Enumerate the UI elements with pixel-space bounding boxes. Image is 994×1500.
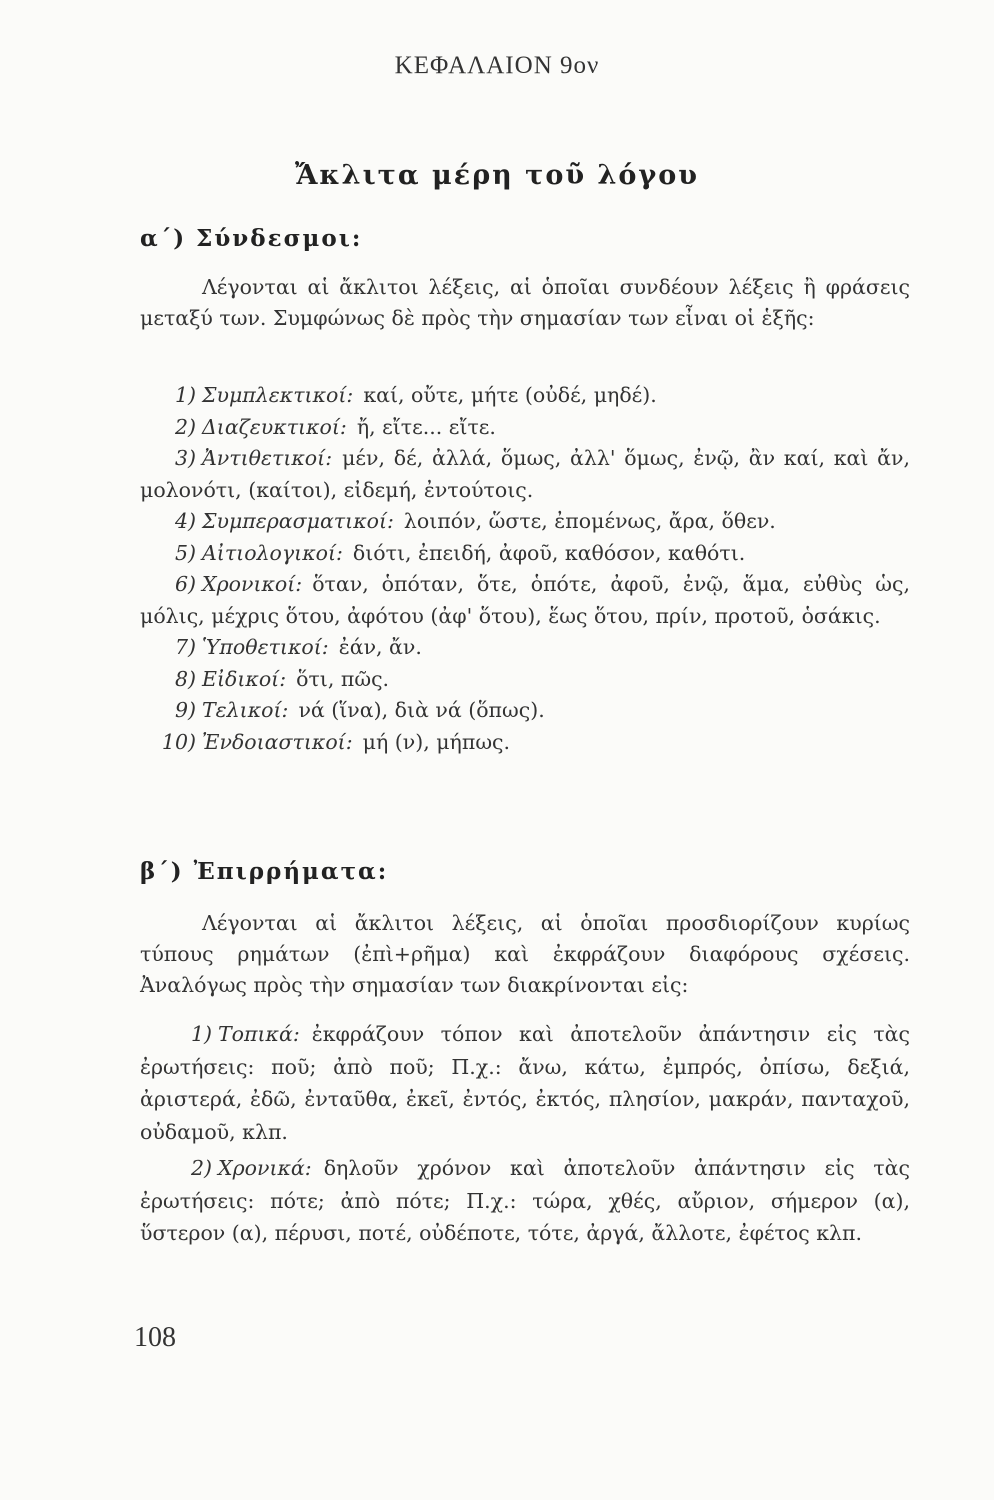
item-term: Χρονικοί: (202, 572, 303, 596)
item-text: νά (ἵνα), διὰ νά (ὅπως). (298, 698, 545, 722)
item-text: λοιπόν, ὥστε, ἐπομένως, ἄρα, ὅθεν. (403, 509, 776, 533)
conjunctions-list (140, 380, 910, 758)
item-number: 10) (161, 729, 196, 754)
list-item (140, 695, 910, 727)
page-number: 108 (134, 1322, 176, 1353)
item-term: Χρονικά: (218, 1156, 312, 1180)
item-number: 1) (174, 383, 196, 407)
item-text: καί, οὔτε, μήτε (οὐδέ, μηδέ). (363, 383, 657, 407)
item-number: 9) (174, 698, 196, 722)
item-number: 6) (174, 572, 196, 596)
item-term: Συμπλεκτικοί: (202, 383, 354, 407)
list-item (140, 727, 910, 759)
list-item (140, 443, 910, 506)
list-item (140, 506, 910, 538)
item-term: Τοπικά: (218, 1022, 300, 1046)
item-number: 3) (174, 446, 196, 470)
paragraph-text: Λέγονται αἱ ἄκλιτοι λέξεις, αἱ ὁποῖαι συνδέουν λέξεις ἢ φράσεις μεταξύ των. Συμφώνως δὲ πρὸς τὴν σημασίαν των εἶναι οἱ ἑξῆς: (140, 275, 910, 330)
item-number: 8) (174, 666, 196, 691)
item-text: διότι, ἐπειδή, ἀφοῦ, καθόσον, καθότι. (352, 540, 746, 565)
paragraph-conjunctions-intro (140, 272, 910, 334)
chapter-header: ΚΕΦΑΛΑΙΟΝ 9ον (394, 52, 600, 79)
item-term: Διαζευκτικοί: (202, 414, 347, 439)
item-text: μέν, δέ, ἀλλά, ὅμως, ἀλλ' ὅμως, ἐνῷ, ἂν καί, καὶ ἄν, μολονότι, (καίτοι), εἰδεμή, ἐντούτοις. (140, 446, 910, 502)
paragraph-text: Λέγονται αἱ ἄκλιτοι λέξεις, αἱ ὁποῖαι προσδιορίζουν κυρίως τύπους ρημάτων (ἐπὶ+ρῆμα) καὶ ἐκφράζουν διαφόρους σχέσεις. Ἀναλόγως πρὸς τὴν σημασίαν των διακρίνονται εἰς: (140, 911, 910, 997)
adverb-category-temporal (140, 1152, 910, 1250)
list-item (140, 380, 910, 412)
item-number: 4) (174, 509, 196, 533)
item-text: ὅταν, ὁπόταν, ὅτε, ὁπότε, ἀφοῦ, ἐνῷ, ἅμα, εὐθὺς ὡς, μόλις, μέχρις ὅτου, ἀφότου (ἀφ' ὅτου), ἕως ὅτου, πρίν, προτοῦ, ὁσάκις. (140, 572, 910, 628)
list-item (140, 664, 910, 696)
item-number: 5) (174, 540, 196, 565)
item-number: 7) (174, 635, 196, 659)
item-text: ὅτι, πῶς. (296, 666, 390, 691)
item-text: ἐάν, ἄν. (338, 635, 422, 659)
paragraph-adverbs-intro (140, 908, 910, 1001)
item-term: Ἀντιθετικοί: (202, 446, 333, 470)
list-item (140, 538, 910, 570)
item-term: Ἐνδοιαστικοί: (202, 729, 353, 754)
item-term: Ὑποθετικοί: (202, 635, 329, 659)
item-text: ἤ, εἴτε... εἴτε. (356, 414, 496, 439)
section-heading-adverbs: β΄) Ἐπιρρήματα: (140, 858, 389, 885)
item-text: ἐκφράζουν τόπον καὶ ἀποτελοῦν ἀπάντησιν εἰς τὰς ἐρωτήσεις: ποῦ; ἀπὸ ποῦ; Π.χ.: ἄνω, κάτω, ἐμπρός, ὀπίσω, δεξιά, ἀριστερά, ἐδῶ, ἐνταῦθα, ἐκεῖ, ἐντός, ἐκτός, πλησίον, μακράν, πανταχοῦ, οὐδαμοῦ, κλπ. (140, 1022, 910, 1144)
list-item (140, 412, 910, 444)
item-number: 2) (190, 1156, 212, 1180)
item-term: Τελικοί: (202, 698, 289, 722)
list-item (140, 632, 910, 664)
item-term: Συμπερασματικοί: (202, 509, 394, 533)
section-heading-conjunctions: α΄) Σύνδεσμοι: (140, 225, 363, 252)
item-term: Εἰδικοί: (202, 666, 287, 691)
item-text: μή (ν), μήπως. (362, 729, 511, 754)
item-text: δηλοῦν χρόνον καὶ ἀποτελοῦν ἀπάντησιν εἰς τὰς ἐρωτήσεις: πότε; ἀπὸ πότε; Π.χ.: τώρα, χθές, αὔριον, σήμερον (α), ὕστερον (α), πέρυσι, ποτέ, οὐδέποτε, τότε, ἀργά, ἄλλοτε, ἐφέτος κλπ. (140, 1156, 910, 1245)
list-item (140, 569, 910, 632)
item-number: 1) (190, 1022, 212, 1046)
chapter-title: Ἄκλιτα μέρη τοῦ λόγου (294, 160, 699, 191)
item-term: Αἰτιολογικοί: (202, 540, 343, 565)
adverb-category-local (140, 1018, 910, 1148)
item-number: 2) (174, 414, 196, 439)
